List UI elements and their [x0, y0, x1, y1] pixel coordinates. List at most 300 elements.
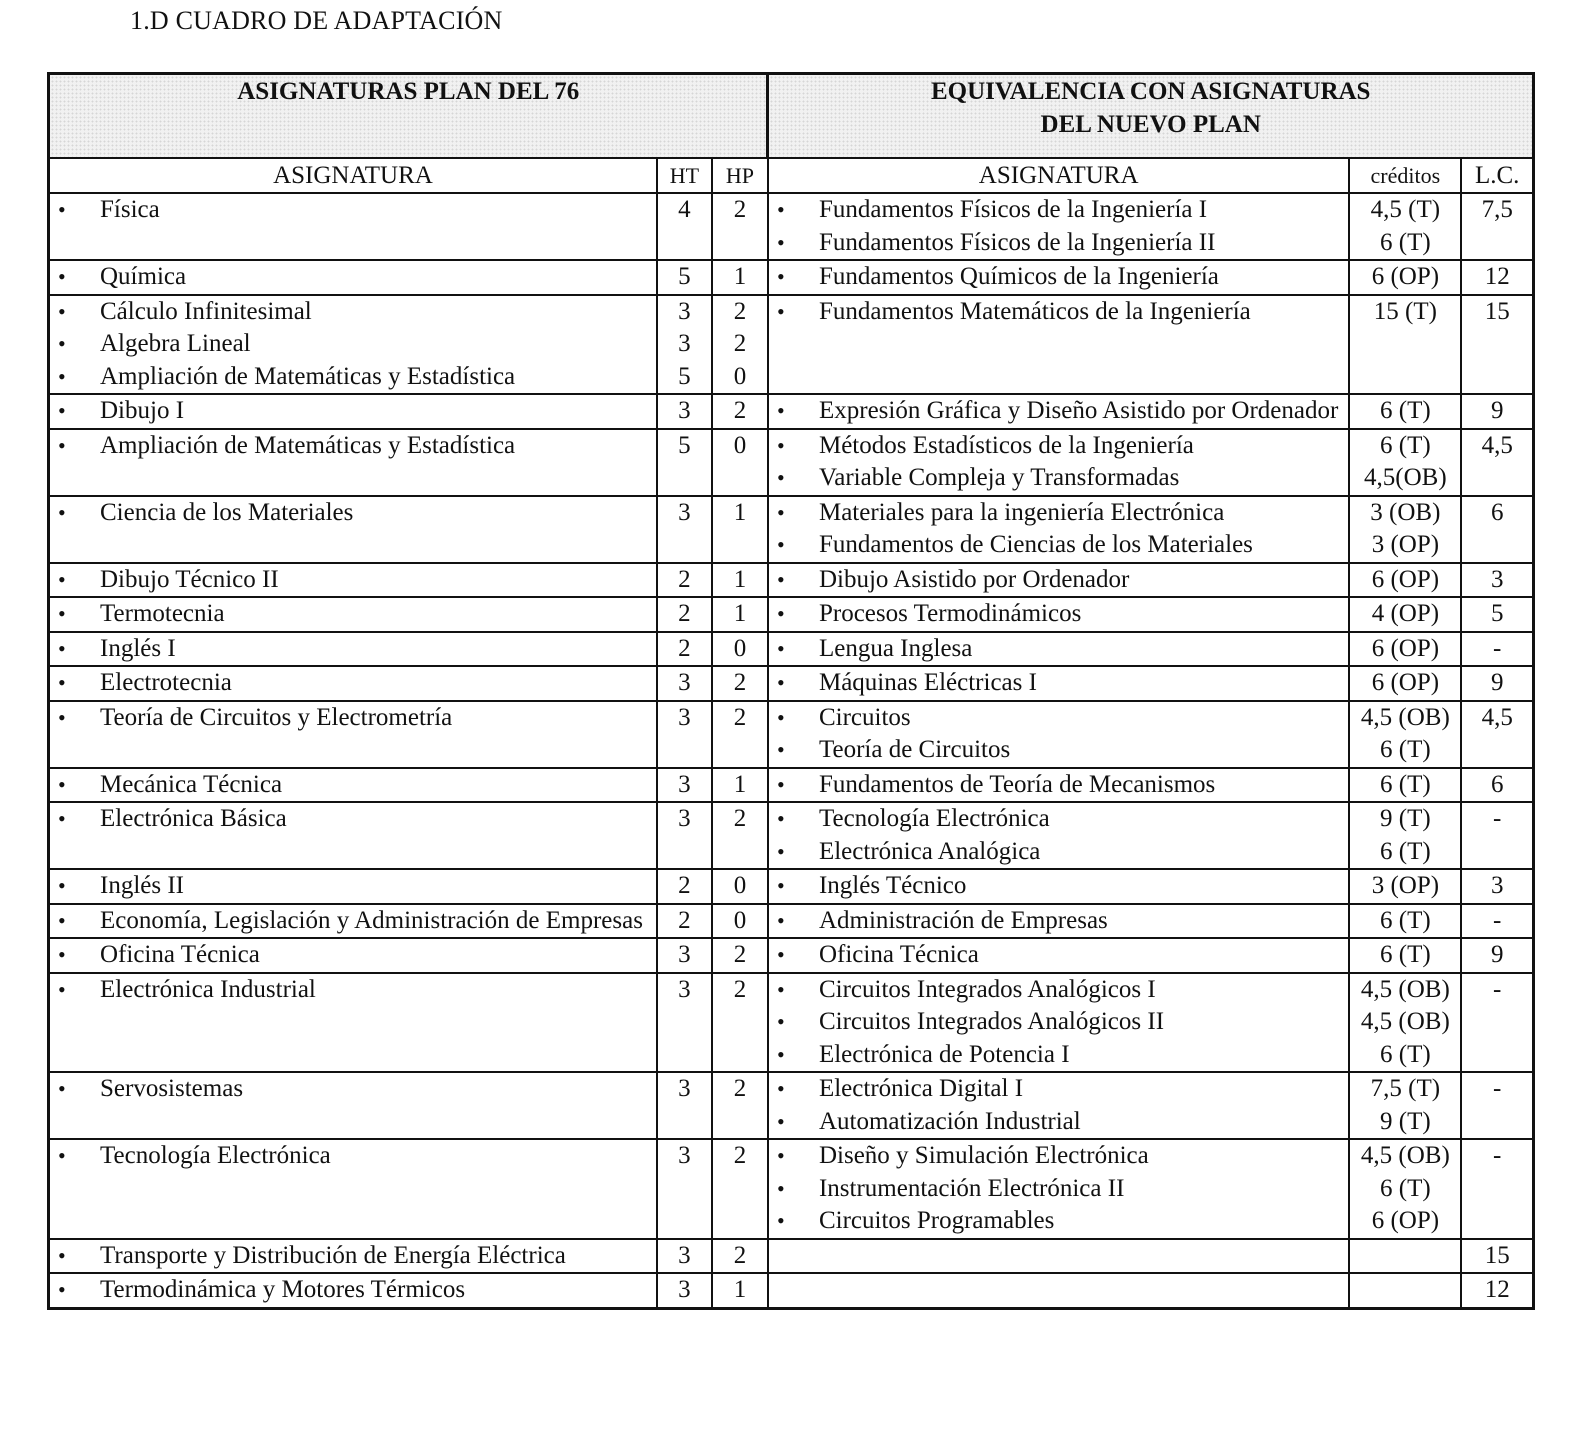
new-subject-cell [768, 869, 1349, 904]
subject-item: • Fundamentos Físicos de la Ingeniería II [769, 227, 1348, 260]
ht-cell-value: 2 [678, 634, 691, 662]
new-subject-cell-list [769, 667, 1348, 700]
hp-cell [712, 193, 768, 260]
ht-cell [657, 666, 712, 701]
lc-cell [1461, 973, 1533, 1073]
hp-cell-value: 1 [733, 770, 747, 798]
old-subject-cell-list [50, 633, 656, 666]
old-subject-cell [49, 429, 657, 496]
credits-cell [1349, 1273, 1461, 1308]
subject-item: • Servosistemas [50, 1073, 656, 1106]
ht-cell [657, 496, 712, 563]
hp-cell-value: 2 [733, 196, 747, 223]
table-row [49, 496, 1534, 563]
old-subject-cell-list [50, 296, 656, 394]
credits-cell-value: 6 (T) [1380, 941, 1431, 968]
old-subject-cell [49, 295, 657, 395]
credits-cell [1349, 1139, 1461, 1239]
credits-cell-value: 3 (OP) [1371, 872, 1440, 899]
subject-item: • Oficina Técnica [769, 939, 1348, 972]
table-row [49, 904, 1534, 939]
new-subject-cell [768, 768, 1349, 803]
credits-cell-value: 6 (T) [1380, 770, 1431, 798]
old-subject-cell-list [50, 769, 656, 802]
subject-item: • Ampliación de Matemáticas y Estadística [50, 361, 656, 394]
new-subject-cell [768, 701, 1349, 768]
ht-cell-value: 3 [678, 498, 691, 526]
new-subject-cell-list [769, 803, 1348, 868]
subject-item: • Automatización Industrial [769, 1106, 1348, 1139]
subject-item: • Procesos Termodinámicos [769, 598, 1348, 631]
subject-item: • Termodinámica y Motores Térmicos [50, 1274, 656, 1307]
old-subject-cell [49, 563, 657, 598]
old-plan-group-header [49, 74, 768, 159]
subject-item: • Ciencia de los Materiales [50, 497, 656, 530]
subject-item: • Fundamentos de Teoría de Mecanismos [769, 769, 1348, 802]
old-subject-cell-list [50, 1274, 656, 1307]
hp-cell-value: 2 [733, 669, 747, 696]
new-subject-cell [768, 496, 1349, 563]
new-subject-cell [768, 193, 1349, 260]
ht-cell [657, 904, 712, 939]
subject-item: • Algebra Lineal [50, 328, 656, 361]
lc-cell [1461, 802, 1533, 869]
credits-cell-value: 6 (T) [1380, 837, 1431, 865]
new-subject-cell-list [769, 430, 1348, 495]
hp-cell-value: 2 [733, 975, 747, 1003]
hp-cell [712, 496, 768, 563]
col-header-lc: L.C. [1461, 158, 1533, 193]
subject-item: • Química [50, 261, 656, 294]
old-subject-cell-list [50, 497, 656, 530]
credits-cell-value: 3 (OP) [1371, 531, 1440, 558]
new-subject-cell [768, 429, 1349, 496]
ht-cell-value: 3 [678, 1276, 691, 1303]
ht-cell [657, 563, 712, 598]
old-subject-cell-list [50, 564, 656, 597]
new-subject-cell-list [769, 633, 1348, 666]
credits-cell [1349, 666, 1461, 701]
old-subject-cell-list [50, 261, 656, 294]
new-subject-cell-list [769, 702, 1348, 767]
credits-cell [1349, 193, 1461, 260]
col-header-ht: HT [657, 158, 712, 193]
lc-value: - [1493, 975, 1502, 1003]
old-subject-cell-list [50, 1140, 656, 1173]
lc-cell [1461, 632, 1533, 667]
col-header-credits: créditos [1349, 158, 1461, 193]
table-row [49, 768, 1534, 803]
ht-cell [657, 938, 712, 973]
credits-cell [1349, 295, 1461, 395]
subject-item: • Oficina Técnica [50, 939, 656, 972]
hp-cell [712, 597, 768, 632]
hp-cell-value: 2 [733, 703, 747, 731]
subject-item: • Materiales para la ingeniería Electrónica [769, 497, 1348, 530]
new-subject-cell [768, 938, 1349, 973]
ht-cell [657, 1139, 712, 1239]
new-subject-cell [768, 802, 1349, 869]
old-subject-cell [49, 701, 657, 768]
subject-item: • Dibujo I [50, 395, 656, 428]
table-row [49, 1239, 1534, 1274]
subject-item: • Economía, Legislación y Administración de Empresas [50, 905, 656, 938]
lc-cell [1461, 260, 1533, 295]
credits-cell-value: 4,5(OB) [1364, 464, 1447, 491]
old-subject-cell-list [50, 803, 656, 836]
credits-cell-value: 6 (T) [1380, 431, 1431, 459]
subject-item: • Métodos Estadísticos de la Ingeniería [769, 430, 1348, 463]
ht-cell-value: 3 [678, 330, 691, 357]
table-row [49, 260, 1534, 295]
subject-item: • Física [50, 194, 656, 227]
old-subject-cell [49, 1239, 657, 1274]
lc-value: 12 [1484, 263, 1510, 290]
hp-cell-value: 1 [733, 600, 747, 627]
lc-value: 15 [1484, 297, 1510, 325]
subject-item: • Expresión Gráfica y Diseño Asistido por Ordenador [769, 395, 1348, 428]
credits-cell [1349, 496, 1461, 563]
hp-cell-value: 0 [733, 431, 747, 459]
lc-value: 12 [1484, 1276, 1510, 1303]
hp-cell [712, 938, 768, 973]
subject-item: • Circuitos Integrados Analógicos II [769, 1006, 1348, 1039]
table-row [49, 802, 1534, 869]
credits-cell [1349, 260, 1461, 295]
lc-value: - [1493, 805, 1502, 832]
new-plan-group-title-line2: DEL NUEVO PLAN [1040, 111, 1261, 138]
hp-cell-value: 0 [733, 634, 747, 662]
hp-cell-value: 1 [733, 1276, 747, 1303]
new-subject-cell [768, 1139, 1349, 1239]
table-row [49, 666, 1534, 701]
table-row [49, 973, 1534, 1073]
credits-cell [1349, 394, 1461, 429]
lc-value: 4,5 [1481, 703, 1513, 731]
subject-item: • Inglés Técnico [769, 870, 1348, 903]
hp-cell [712, 701, 768, 768]
new-subject-cell-list [769, 194, 1348, 259]
ht-cell [657, 193, 712, 260]
new-subject-cell-list [769, 564, 1348, 597]
new-subject-cell-list [769, 905, 1348, 938]
new-subject-cell-list [769, 261, 1348, 294]
old-subject-cell [49, 496, 657, 563]
old-subject-cell-list [50, 905, 656, 938]
hp-cell-value: 2 [733, 1241, 747, 1269]
credits-cell-value: 4,5 (OB) [1360, 703, 1450, 731]
lc-cell [1461, 869, 1533, 904]
lc-cell [1461, 938, 1533, 973]
ht-cell-value: 3 [678, 397, 691, 424]
new-subject-cell-list [769, 870, 1348, 903]
subject-item: • Circuitos [769, 702, 1348, 735]
ht-cell-value: 3 [678, 975, 691, 1003]
subject-item: • Dibujo Asistido por Ordenador [769, 564, 1348, 597]
lc-value: 9 [1490, 941, 1504, 968]
new-subject-cell-list [769, 497, 1348, 562]
credits-cell [1349, 1239, 1461, 1274]
lc-value: - [1493, 1075, 1502, 1102]
table-row [49, 429, 1534, 496]
ht-cell [657, 1072, 712, 1139]
subject-item: • Ampliación de Matemáticas y Estadística [50, 430, 656, 463]
ht-cell [657, 701, 712, 768]
old-subject-cell-list [50, 1073, 656, 1106]
subject-item: • Máquinas Eléctricas I [769, 667, 1348, 700]
old-subject-cell-list [50, 1240, 656, 1273]
credits-cell-value: 6 (OP) [1371, 263, 1440, 290]
hp-cell [712, 666, 768, 701]
ht-cell-value: 2 [678, 872, 691, 899]
hp-cell [712, 394, 768, 429]
subject-item: • Fundamentos Físicos de la Ingeniería I [769, 194, 1348, 227]
ht-cell-value: 2 [678, 565, 691, 593]
ht-cell [657, 260, 712, 295]
new-subject-cell [768, 563, 1349, 598]
ht-cell-value: 3 [678, 669, 691, 696]
ht-cell-value: 5 [678, 263, 691, 290]
subject-item: • Termotecnia [50, 598, 656, 631]
ht-cell-value: 3 [678, 770, 691, 798]
hp-cell-value: 2 [733, 941, 747, 968]
old-subject-cell [49, 1273, 657, 1308]
credits-cell-value: 6 (OP) [1371, 565, 1440, 593]
table-row [49, 869, 1534, 904]
lc-cell [1461, 701, 1533, 768]
old-subject-cell [49, 938, 657, 973]
lc-value: 7,5 [1481, 196, 1513, 223]
old-plan-group-title: ASIGNATURAS PLAN DEL 76 [237, 78, 580, 105]
hp-cell [712, 1239, 768, 1274]
hp-cell-value: 1 [733, 263, 747, 290]
lc-value: 6 [1490, 770, 1504, 798]
hp-cell [712, 429, 768, 496]
ht-cell [657, 802, 712, 869]
new-subject-cell [768, 904, 1349, 939]
new-subject-cell [768, 666, 1349, 701]
old-subject-cell [49, 768, 657, 803]
ht-cell-value: 3 [678, 1075, 691, 1102]
ht-cell-value: 4 [678, 196, 691, 223]
credits-cell-value: 15 (T) [1373, 297, 1437, 325]
hp-cell [712, 1139, 768, 1239]
new-subject-cell [768, 632, 1349, 667]
credits-cell-value: 6 (OP) [1371, 634, 1440, 662]
old-subject-cell [49, 632, 657, 667]
credits-cell-value: 4 (OP) [1371, 600, 1440, 627]
old-subject-cell-list [50, 395, 656, 428]
col-header-hp: HP [712, 158, 768, 193]
table-row [49, 632, 1534, 667]
subject-item: • Cálculo Infinitesimal [50, 296, 656, 329]
credits-cell-value: 4,5 (OB) [1360, 975, 1450, 1003]
ht-cell [657, 1273, 712, 1308]
col-header-old-subject: ASIGNATURA [49, 158, 657, 193]
subject-item: • Electrotecnia [50, 667, 656, 700]
credits-cell [1349, 938, 1461, 973]
lc-value: 5 [1490, 600, 1504, 627]
table-row [49, 394, 1534, 429]
hp-cell [712, 1072, 768, 1139]
lc-value: 4,5 [1481, 431, 1513, 459]
lc-cell [1461, 768, 1533, 803]
subject-item: • Electrónica de Potencia I [769, 1039, 1348, 1072]
credits-cell-value: 6 (T) [1380, 228, 1431, 256]
new-subject-cell [768, 973, 1349, 1073]
old-subject-cell [49, 973, 657, 1073]
old-subject-cell-list [50, 598, 656, 631]
lc-value: 3 [1490, 565, 1504, 593]
ht-cell [657, 768, 712, 803]
hp-cell-value: 0 [733, 906, 747, 934]
lc-value: - [1493, 634, 1502, 662]
credits-cell [1349, 701, 1461, 768]
table-body [49, 193, 1534, 1308]
credits-cell-value: 9 (T) [1380, 805, 1431, 832]
old-subject-cell-list [50, 870, 656, 903]
credits-cell [1349, 1072, 1461, 1139]
old-subject-cell-list [50, 939, 656, 972]
old-subject-cell-list [50, 194, 656, 227]
subject-item: • Fundamentos de Ciencias de los Materiales [769, 529, 1348, 562]
new-subject-cell-list [769, 1073, 1348, 1138]
credits-cell-value: 4,5 (OB) [1360, 1008, 1450, 1035]
subject-item: • Inglés I [50, 633, 656, 666]
ht-cell-value: 3 [678, 1142, 691, 1169]
hp-cell [712, 563, 768, 598]
new-subject-cell [768, 394, 1349, 429]
table-row [49, 938, 1534, 973]
lc-cell [1461, 563, 1533, 598]
credits-cell [1349, 563, 1461, 598]
ht-cell-value: 3 [678, 297, 691, 325]
ht-cell [657, 429, 712, 496]
hp-cell-value: 2 [733, 1142, 747, 1169]
lc-cell [1461, 597, 1533, 632]
lc-value: 6 [1490, 498, 1504, 526]
subject-item: • Fundamentos Matemáticos de la Ingeniería [769, 296, 1348, 329]
col-header-new-subject: ASIGNATURA [768, 158, 1349, 193]
old-subject-cell-list [50, 667, 656, 700]
credits-cell-value: 7,5 (T) [1370, 1075, 1441, 1102]
lc-value: 15 [1484, 1241, 1510, 1269]
lc-cell [1461, 666, 1533, 701]
ht-cell [657, 869, 712, 904]
subject-item: • Mecánica Técnica [50, 769, 656, 802]
subject-item: • Teoría de Circuitos y Electrometría [50, 702, 656, 735]
credits-cell-value: 6 (T) [1380, 736, 1431, 763]
ht-cell-value: 3 [678, 941, 691, 968]
hp-cell [712, 973, 768, 1073]
table-row [49, 1072, 1534, 1139]
hp-cell [712, 1273, 768, 1308]
credits-cell [1349, 973, 1461, 1073]
hp-cell [712, 768, 768, 803]
credits-cell [1349, 802, 1461, 869]
ht-cell-value: 2 [678, 906, 691, 934]
lc-value: 3 [1490, 872, 1504, 899]
lc-cell [1461, 1239, 1533, 1274]
lc-cell [1461, 1072, 1533, 1139]
credits-cell-value: 6 (T) [1380, 906, 1431, 934]
credits-cell [1349, 429, 1461, 496]
ht-cell [657, 632, 712, 667]
old-subject-cell [49, 597, 657, 632]
subject-item: • Administración de Empresas [769, 905, 1348, 938]
lc-cell [1461, 1139, 1533, 1239]
ht-cell-value: 3 [678, 703, 691, 731]
new-subject-cell [768, 1273, 1349, 1308]
ht-cell-value: 5 [678, 431, 691, 459]
hp-cell [712, 260, 768, 295]
old-subject-cell [49, 193, 657, 260]
old-subject-cell [49, 904, 657, 939]
credits-cell-value: 6 (OP) [1371, 1207, 1440, 1234]
lc-cell [1461, 193, 1533, 260]
hp-cell-value: 2 [733, 330, 747, 357]
lc-value: 9 [1490, 669, 1504, 696]
credits-cell-value: 6 (OP) [1371, 669, 1440, 696]
lc-value: - [1493, 1142, 1502, 1169]
new-subject-cell-list [769, 1140, 1348, 1238]
ht-cell-value: 3 [678, 1241, 691, 1269]
new-subject-cell [768, 260, 1349, 295]
subject-item: • Variable Compleja y Transformadas [769, 462, 1348, 495]
lc-cell [1461, 394, 1533, 429]
subject-item: • Transporte y Distribución de Energía Eléctrica [50, 1240, 656, 1273]
ht-cell [657, 597, 712, 632]
old-subject-cell [49, 666, 657, 701]
credits-cell-value: 6 (T) [1380, 1174, 1431, 1202]
hp-cell-value: 0 [733, 872, 747, 899]
credits-cell [1349, 632, 1461, 667]
new-subject-cell [768, 1239, 1349, 1274]
subject-item: • Circuitos Programables [769, 1205, 1348, 1238]
credits-cell [1349, 904, 1461, 939]
subject-item: • Tecnología Electrónica [769, 803, 1348, 836]
table-row [49, 1139, 1534, 1239]
ht-cell [657, 295, 712, 395]
hp-cell-value: 2 [733, 297, 747, 325]
new-subject-cell [768, 295, 1349, 395]
ht-cell [657, 394, 712, 429]
lc-cell [1461, 904, 1533, 939]
new-subject-cell [768, 597, 1349, 632]
subject-item: • Dibujo Técnico II [50, 564, 656, 597]
subject-item: • Teoría de Circuitos [769, 734, 1348, 767]
table-row [49, 563, 1534, 598]
credits-cell-value: 6 (T) [1380, 1040, 1431, 1068]
old-subject-cell-list [50, 974, 656, 1007]
credits-cell-value: 3 (OB) [1370, 498, 1441, 526]
table-row [49, 193, 1534, 260]
credits-cell-value: 9 (T) [1380, 1107, 1431, 1135]
table-row [49, 597, 1534, 632]
hp-cell-value: 2 [733, 805, 747, 832]
subject-item: • Circuitos Integrados Analógicos I [769, 974, 1348, 1007]
credits-cell-value: 6 (T) [1380, 397, 1431, 424]
hp-cell-value: 2 [733, 397, 747, 424]
subject-item: • Diseño y Simulación Electrónica [769, 1140, 1348, 1173]
hp-cell-value: 2 [733, 1075, 747, 1102]
old-subject-cell [49, 1139, 657, 1239]
ht-cell [657, 1239, 712, 1274]
new-subject-cell-list [769, 598, 1348, 631]
lc-cell [1461, 496, 1533, 563]
credits-cell-value: 4,5 (OB) [1360, 1142, 1450, 1169]
old-subject-cell [49, 1072, 657, 1139]
